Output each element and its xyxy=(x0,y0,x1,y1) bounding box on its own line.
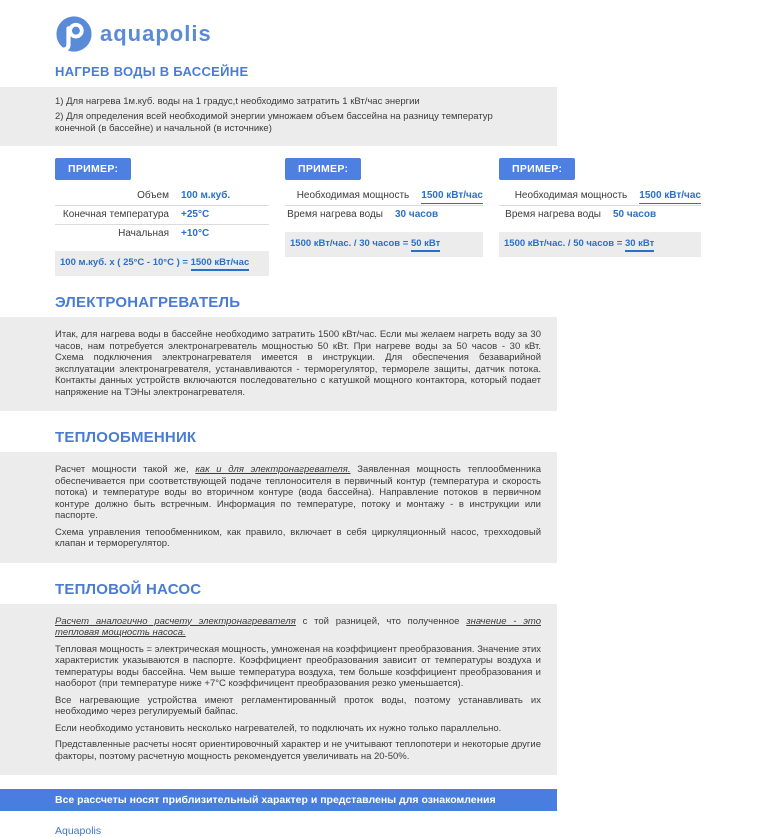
row-value: +10°С xyxy=(181,228,210,239)
row-label: Время нагрева воды xyxy=(287,209,383,220)
formula-text: 100 м.куб. x ( 25°С - 10°С ) = xyxy=(60,257,188,268)
paragraph: Итак, для нагрева воды в бассейне необходимо затратить 1500 кВт/час. Если мы желаем нагреть воду за 30 часов, нам потребуется электронагреватель мощностью 50 кВт. При нагреве воды за 50 часов - 30 кВт. Схема подключения электронагревателя имеется в инструкции. Для обеспечения безаварийной эксплуатации электронагревателя, устанавливаются - терморегулятор, термореле защиты, датчик потока. Контакты данных устройств включаются последовательно с катушкой мощного контактора, который подает напряжение на ТЭНы электронагревателя. xyxy=(55,329,541,398)
disclaimer-banner: Все рассчеты носят приблизительный характер и представлены для ознакомления xyxy=(0,789,557,811)
row-value: 100 м.куб. xyxy=(181,190,231,201)
example-table xyxy=(499,187,701,224)
formula-text: 1500 кВт/час. / 50 часов = xyxy=(504,238,623,249)
section-panel-heater xyxy=(0,317,557,411)
table-row xyxy=(55,225,269,243)
table-row xyxy=(55,206,269,225)
paragraph: Расчет мощности такой же, как и для электронагревателя. Заявленная мощность теплообменника обеспечивается при соответствующей подаче теплоносителя в первичный контур (температура и скорость потока) и температуре воды во вторичном контуре (вода бассейна). Направление потоков в первичном контуре должно быть встречным. Информация по температуре, потоку и монтажу - в инструкции или паспорте. xyxy=(55,464,541,521)
row-value-link[interactable]: 1500 кВт/час xyxy=(639,190,701,201)
footer-brand-link[interactable]: Aquapolis xyxy=(55,825,102,837)
section-title-heater: ЭЛЕКТРОНАГРЕВАТЕЛЬ xyxy=(55,294,241,311)
logo[interactable] xyxy=(55,14,768,54)
example-table xyxy=(55,187,269,243)
example-table xyxy=(285,187,483,224)
section-title-exchanger: ТЕПЛООБМЕННИК xyxy=(55,429,197,446)
inline-link-pump-value[interactable]: значение - это тепловая мощность насоса. xyxy=(55,615,541,638)
row-label: Конечная температура xyxy=(62,209,169,220)
paragraph: Если необходимо установить несколько нагревателей, то подключать их нужно только параллельно. xyxy=(55,722,502,734)
table-row xyxy=(55,187,269,206)
intro-panel xyxy=(0,87,557,146)
inline-link-heater-calc[interactable]: как и для электронагревателя. xyxy=(195,464,351,475)
table-row xyxy=(285,187,483,206)
paragraph: Расчет аналогично расчету электронагревателя с той разницей, что полученное значение - это тепловая мощность насоса. xyxy=(55,615,541,638)
table-row xyxy=(499,187,701,206)
paragraph: Представленные расчеты носят ориентировочный характер и не учитывают теплопотери и некоторые другие факторы, поэтому расчетную мощность рекомендуется увеличивать на 20-50%. xyxy=(55,739,541,762)
logo-text: aquapolis xyxy=(100,21,212,46)
paragraph: Схема управления тепообменником, как правило, включает в себя циркуляционный насос, трехходовый клапан и терморегулятор. xyxy=(55,526,541,549)
row-label: Необходимая мощность xyxy=(514,190,628,201)
row-value: 30 часов xyxy=(395,209,439,220)
row-value: +25°С xyxy=(181,209,210,220)
examples-row xyxy=(55,158,768,276)
formula-bar xyxy=(55,251,269,276)
inline-link-pump-calc[interactable]: Расчет аналогично расчету электронагревателя xyxy=(55,615,296,627)
formula-text: 1500 кВт/час. / 30 часов = xyxy=(290,238,409,249)
example-card-volume xyxy=(55,158,269,276)
row-label: Необходимая мощность xyxy=(296,190,410,201)
formula-bar xyxy=(499,232,701,257)
intro-line-1: 1) Для нагрева 1м.куб. воды на 1 градус,t необходимо затратить 1 кВт/час энергии xyxy=(55,96,420,107)
aquapolis-logo-icon xyxy=(55,15,93,53)
example-card-50h xyxy=(499,158,701,276)
example-button[interactable]: ПРИМЕР: xyxy=(285,158,361,180)
section-title-pump: ТЕПЛОВОЙ НАСОС xyxy=(55,580,202,598)
row-value-link[interactable]: 1500 кВт/час xyxy=(421,190,483,201)
example-button[interactable]: ПРИМЕР: xyxy=(55,158,131,180)
table-row xyxy=(499,206,701,224)
intro-line-2: 2) Для определения всей необходимой энергии умножаем объем бассейна на разницу температур конечной (в бассейне) и начальной (в источнике) xyxy=(55,111,493,134)
paragraph: Все нагревающие устройства имеют регламентированный проток воды, поэтому устанавливать их необходимо через регулируемый байпас. xyxy=(55,694,541,717)
example-card-30h xyxy=(285,158,483,276)
section-panel-pump xyxy=(0,604,557,776)
row-value: 50 часов xyxy=(613,209,657,220)
page xyxy=(0,14,768,837)
formula-result-link[interactable]: 30 кВт xyxy=(625,238,654,252)
row-label: Время нагрева воды xyxy=(505,209,601,220)
row-label: Объем xyxy=(137,190,169,201)
formula-result-link[interactable]: 1500 кВт/час xyxy=(191,257,250,271)
section-panel-exchanger xyxy=(0,452,557,563)
row-label: Начальная xyxy=(118,228,169,239)
formula-result-link[interactable]: 50 кВт xyxy=(411,238,440,252)
example-button[interactable]: ПРИМЕР: xyxy=(499,158,575,180)
table-row xyxy=(285,206,483,224)
formula-bar xyxy=(285,232,483,257)
page-title: НАГРЕВ ВОДЫ В БАССЕЙНЕ xyxy=(55,64,249,79)
paragraph: Тепловая мощность = электрическая мощность, умноженая на коэффициент преобразования. Значение этих характеристик указываются в паспорте. Коэффициент преобразования зависит от температуры воздуха и температуры воды бассейна. Чем выше температура воздуха, тем больше коэффициент преобразования и наоборот (при температуре ниже +7°С коэффичицент преобразования резко уменьшается). xyxy=(55,643,542,689)
